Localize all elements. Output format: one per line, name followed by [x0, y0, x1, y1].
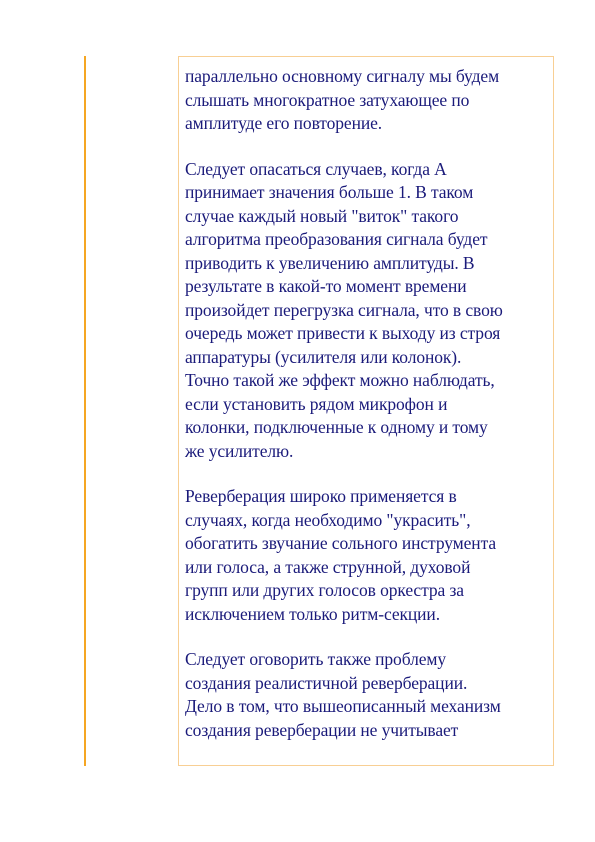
text-line: создания реверберации не учитывает	[185, 719, 459, 740]
text-line: Следует опасаться случаев, когда А	[185, 158, 447, 179]
text-line: же усилителю.	[185, 440, 294, 461]
text-line: Точно такой же эффект можно наблюдать,	[185, 370, 495, 390]
text-line: аппаратуры (усилителя или колонок).	[185, 346, 462, 367]
text-line: Реверберация широко применяется в	[185, 486, 457, 506]
text-line: исключением только ритм-секции.	[185, 603, 440, 624]
text-line: случае каждый новый "виток" такого	[185, 205, 459, 226]
text-line: Дело в том, что вышеописанный механизм	[185, 696, 501, 716]
text-line: если установить рядом микрофон и	[185, 393, 448, 414]
text-line: алгоритма преобразования сигнала будет	[185, 229, 488, 249]
text-line: или голоса, а также струнной, духовой	[185, 556, 471, 577]
text-line: произойдет перегрузка сигнала, что в свою	[185, 299, 503, 320]
text-line: групп или других голосов оркестра за	[185, 580, 464, 600]
paragraph-2	[185, 158, 549, 464]
paragraph-1	[185, 65, 549, 136]
paragraph-4	[185, 648, 549, 742]
text-line: параллельно основному сигналу мы будем	[185, 66, 500, 86]
text-frame	[178, 56, 554, 766]
text-line: Следует оговорить также проблему	[185, 649, 447, 669]
text-line: случаях, когда необходимо "украсить",	[185, 509, 471, 530]
text-line: амплитуде его повторение.	[185, 113, 383, 133]
text-line: принимает значения больше 1. В таком	[185, 182, 474, 202]
paragraph-3	[185, 485, 549, 626]
text-line: результате в какой-то момент времени	[185, 276, 467, 296]
text-line: колонки, подключенные к одному и тому	[185, 417, 488, 437]
margin-rule	[84, 56, 86, 766]
text-line: приводить к увеличению амплитуды. В	[185, 252, 475, 273]
text-line: обогатить звучание сольного инструмента	[185, 533, 496, 553]
text-line: создания реалистичной реверберации.	[185, 672, 468, 693]
text-line: очередь может привести к выходу из строя	[185, 323, 501, 343]
text-line: слышать многократное затухающее по	[185, 89, 470, 110]
